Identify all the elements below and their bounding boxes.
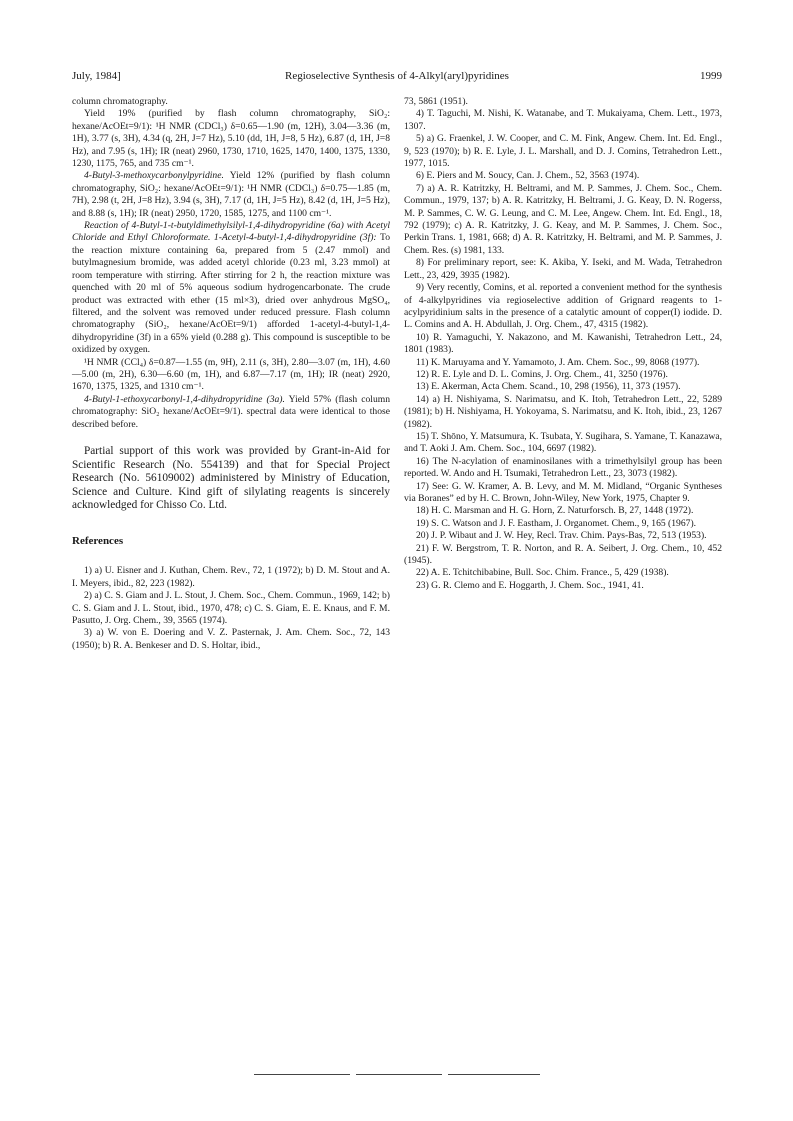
acknowledgement: Partial support of this work was provided by Grant-in-Aid for Scientific Research (No. 554139) and that for Special Project Research (No. 56109002) administered by Ministry of Education, Science and Culture. Kind gift of silylating reagents is sincerely acknowledged for Chisso Co. Ltd.: [72, 444, 390, 512]
reference-item: 5) a) G. Fraenkel, J. W. Cooper, and C. M. Fink, Angew. Chem. Int. Ed. Engl., 9, 523 (1970); b) R. E. Lyle, J. L. Marshall, and D. J. Comins, Tetrahedron Lett., 1977, 1015.: [404, 133, 722, 170]
reference-item: 19) S. C. Watson and J. F. Eastham, J. Organomet. Chem., 9, 165 (1967).: [416, 517, 697, 529]
left-column: [72, 96, 390, 652]
experimental-text: Yield 12% (purified by flash column chromatography, SiO₂: hexane/AcOEt=9/1): ¹H NMR (CDCl₃) δ=0.75—1.85 (m, 7H), 2.98 (t, 2H, J=8 Hz), 3.94 (s, 3H), 7.17 (d, 1H, J=5 Hz), 8.42 (d, 1H, J=5 Hz), and 8.88 (s, 1H); IR (neat) 2950, 1720, 1585, 1275, and 1100 cm⁻¹.: [72, 170, 390, 219]
reference-item: 14) a) H. Nishiyama, S. Narimatsu, and K. Itoh, Tetrahedron Lett., 22, 5289 (1981); b) H. Nishiyama, H. Yokoyama, S. Narimatsu, and K. Itoh, ibid., 23, 1267 (1982).: [404, 393, 722, 430]
rule-segment: [356, 1074, 442, 1075]
reference-item: 1) a) U. Eisner and J. Kuthan, Chem. Rev., 72, 1 (1972); b) D. M. Stout and A. I. Meyers, ibid., 82, 223 (1982).: [72, 565, 390, 589]
experimental-paragraph: Yield 19% (purified by flash column chromatography, SiO₂: hexane/AcOEt=9/1): ¹H NMR (CDCl₃) δ=0.65—1.90 (m, 12H), 3.04—3.36 (m, 1H), 3.77 (s, 3H), 4.34 (q, 2H, J=7 Hz), 5.10 (dd, 1H, J=8, 5 Hz), 6.87 (d, 1H, J=8 Hz), and 7.95 (s, 1H); IR (neat) 2960, 1730, 1710, 1625, 1470, 1400, 1375, 1330, 1230, 1175, 765, and 735 cm⁻¹.: [72, 108, 390, 170]
experimental-paragraph: [72, 394, 390, 431]
experimental-paragraph: ¹H NMR (CCl₄) δ=0.87—1.55 (m, 9H), 2.11 (s, 3H), 2.80—3.07 (m, 1H), 4.60—5.00 (m, 2H), 6.30—6.60 (m, 1H), and 6.87—7.17 (m, 1H); IR (neat) 2920, 1670, 1375, 1325, and 1310 cm⁻¹.: [72, 356, 390, 393]
reference-item: 2) a) C. S. Giam and J. L. Stout, J. Chem. Soc., Chem. Commun., 1969, 142; b) C. S. Giam and J. L. Stout, ibid., 1970, 478; c) C. S. Giam, E. E. Knaus, and F. M. Pasutto, J. Org. Chem., 39, 3565 (1974).: [72, 590, 390, 626]
end-of-article-rule: [254, 1074, 540, 1076]
reference-item: 23) G. R. Clemo and E. Hoggarth, J. Chem. Soc., 1941, 41.: [416, 579, 644, 591]
reference-item: 6) E. Piers and M. Soucy, Can. J. Chem., 52, 3563 (1974).: [416, 170, 640, 182]
reference-item: 22) A. E. Tchitchibabine, Bull. Soc. Chim. France., 5, 429 (1938).: [416, 567, 669, 579]
reference-item: 3) a) W. von E. Doering and V. Z. Pasternak, J. Am. Chem. Soc., 72, 143 (1950); b) R. A. Benkeser and D. S. Holtar, ibid.,: [72, 627, 390, 651]
experimental-text: Yield 57% (flash column chromatography: SiO₂ hexane/AcOEt=9/1). spectral data were identical to those described before.: [72, 393, 391, 430]
reference-item: 20) J. P. Wibaut and J. W. Hey, Recl. Trav. Chim. Pays-Bas, 72, 513 (1953).: [416, 530, 707, 542]
experimental-paragraph: column chromatography.: [72, 96, 168, 107]
reference-item: 7) a) A. R. Katritzky, H. Beltrami, and M. P. Sammes, J. Chem. Soc., Chem. Commun., 1979, 137; b) A. R. Katritzky, H. Beltrami, J. G. Keay, D. N. Rogerss, M. P. Sammes, C. W. G. Leung, and C. M. Lee, Angew. Chem. Int. Ed. Engl., 18, 792 (1979); c) A. R. Katritzky, J. G. Keay, and M. P. Sammes, J. Chem. Soc., Perkin Trans. 1, 1981, 668; d) A. R. Katritzky, H. Beltrami, and M. P. Sammes, J. Chem. Res. (s) 1981, 133.: [404, 182, 722, 256]
header-title: Regioselective Synthesis of 4-Alkyl(aryl)pyridines: [285, 70, 509, 82]
reference-item: 9) Very recently, Comins, et al. reported a convenient method for the synthesis of 4-alkylpyridines via regioselective addition of Grignard reagents to 1-acylpyridinium salts in the presence of a catalytic amount of copper(I) iodide. D. L. Comins and A. H. Abdullah, J. Org. Chem., 47, 4315 (1982).: [404, 282, 722, 331]
reference-item: 11) K. Maruyama and Y. Yamamoto, J. Am. Chem. Soc., 99, 8068 (1977).: [416, 356, 700, 368]
references-heading: References: [72, 534, 124, 547]
compound-title: 4-Butyl-1-ethoxycarbonyl-1,4-dihydropyridine (3a).: [84, 393, 285, 405]
reference-item: 73, 5861 (1951).: [404, 96, 468, 107]
reference-item: 17) See: G. W. Kramer, A. B. Levy, and M. M. Midland, “Organic Syntheses via Boranes” ed by H. C. Brown, John-Wiley, New York, 1975, Chapter 9.: [404, 480, 722, 504]
reference-item: 15) T. Shōno, Y. Matsumura, K. Tsubata, Y. Sugihara, S. Yamane, T. Kanazawa, and T. Aoki J. Am. Chem. Soc., 104, 6697 (1982).: [404, 430, 722, 455]
reference-item: 18) H. C. Marsman and H. G. Horn, Z. Naturforsch. B, 27, 1448 (1972).: [416, 505, 694, 517]
header-date: July, 1984]: [72, 70, 121, 82]
section-title: Reaction of 4-Butyl-1-t-butyldimethylsilyl-1,4-dihydropyridine (6a) with Acetyl Chloride and Ethyl Chloroformate. 1-Acetyl-4-butyl-1,4-dihydropyridine (3f):: [72, 220, 390, 244]
reference-item: 13) E. Akerman, Acta Chem. Scand., 10, 298 (1956), 11, 373 (1957).: [416, 381, 681, 393]
experimental-text: To the reaction mixture containing 6a, prepared from 5 (2.47 mmol) and butylmagnesium bromide, was added acetyl chloride (0.23 ml, 3.23 mmol) at room temperature with stirring. After stirring for 2 h, the reaction mixture was quenched with 20 ml of 5% aqueous sodium hydrogencarbonate. The crude product was extracted with ether (15 ml×3), dried over anhydrous MgSO₄, filtered, and the solvent was removed under reduced pressure. Flash column chromatography (SiO₂, hexane/AcOEt=9/1) afforded 1-acetyl-4-butyl-1,4-dihydropyridine (3f) in a 65% yield (0.288 g). This compound is susceptible to be oxidized by oxygen.: [72, 232, 390, 356]
reference-item: 8) For preliminary report, see: K. Akiba, Y. Iseki, and M. Wada, Tetrahedron Lett., 23, 429, 3935 (1982).: [404, 257, 722, 281]
reference-item: 12) R. E. Lyle and D. L. Comins, J. Org. Chem., 41, 3250 (1976).: [416, 368, 668, 380]
rule-segment: [448, 1074, 540, 1075]
running-header: [72, 70, 722, 86]
reference-item: 4) T. Taguchi, M. Nishi, K. Watanabe, and T. Mukaiyama, Chem. Lett., 1973, 1307.: [404, 108, 722, 132]
reference-item: 21) F. W. Bergstrom, T. R. Norton, and R. A. Seibert, J. Org. Chem., 10, 452 (1945).: [404, 542, 722, 567]
compound-title: 4-Butyl-3-methoxycarbonylpyridine.: [84, 170, 224, 182]
page-number: 1999: [700, 70, 722, 82]
reference-item: 16) The N-acylation of enaminosilanes with a trimethylsilyl group has been reported. W. Ando and H. Tsumaki, Tetrahedron Lett., 23, 3073 (1982).: [404, 455, 722, 480]
right-column: [404, 96, 722, 592]
experimental-paragraph: [72, 220, 390, 356]
rule-segment: [254, 1074, 350, 1075]
experimental-paragraph: [72, 170, 390, 220]
reference-item: 10) R. Yamaguchi, Y. Nakazono, and M. Kawanishi, Tetrahedron Lett., 24, 1801 (1983).: [404, 331, 722, 356]
